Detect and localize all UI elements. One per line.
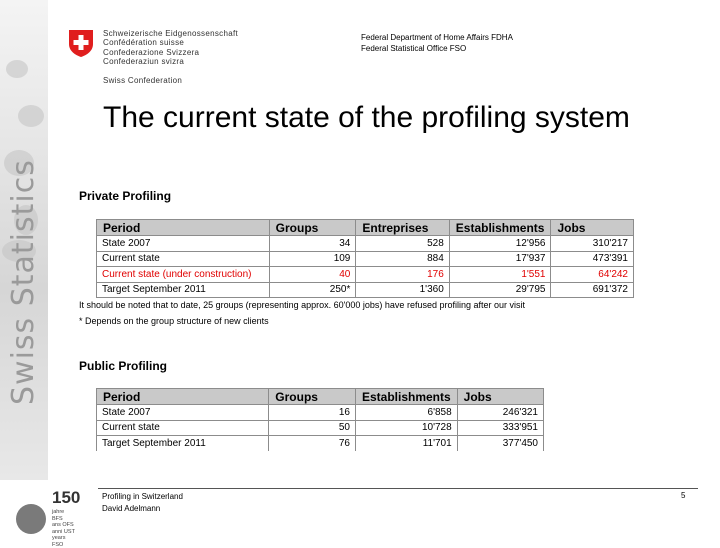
cell-entreprises: 176	[356, 267, 449, 283]
table-row	[97, 251, 634, 267]
cell-groups: 50	[269, 420, 356, 436]
cell-period: Current state (under construction)	[97, 267, 270, 283]
public-profiling-heading: Public Profiling	[79, 359, 168, 373]
cell-establishments: 29'795	[449, 282, 551, 298]
cell-establishments: 12'956	[449, 236, 551, 252]
column-header-period: Period	[97, 389, 269, 405]
cell-establishments: 10'728	[355, 420, 457, 436]
cell-groups: 16	[269, 405, 356, 421]
cell-period: Target September 2011	[97, 282, 270, 298]
cell-jobs: 64'242	[551, 267, 634, 283]
footer-author: David Adelmann	[102, 504, 161, 513]
column-header-jobs: Jobs	[551, 220, 634, 236]
fso-150-years-logo	[16, 488, 81, 548]
cell-establishments: 17'937	[449, 251, 551, 267]
cell-jobs: 310'217	[551, 236, 634, 252]
logo-disk-icon	[16, 504, 46, 534]
footer-presentation-title: Profiling in Switzerland	[102, 492, 183, 501]
logo-caption-line: jahre BFS	[52, 509, 65, 522]
decoration-blob	[18, 105, 44, 127]
logo-caption-line: anni UST	[52, 528, 75, 535]
page-number: 5	[681, 491, 686, 500]
cell-establishments: 11'701	[355, 436, 457, 452]
cell-jobs: 473'391	[551, 251, 634, 267]
private-profiling-table	[96, 219, 634, 298]
column-header-groups: Groups	[269, 389, 356, 405]
column-header-establishments: Establishments	[355, 389, 457, 405]
cell-groups: 40	[269, 267, 356, 283]
column-header-establishments: Establishments	[449, 220, 551, 236]
confederation-block	[103, 29, 238, 85]
footer-text	[102, 491, 183, 515]
cell-entreprises: 1'360	[356, 282, 449, 298]
table-row	[97, 405, 544, 421]
cell-groups: 109	[269, 251, 356, 267]
confederation-line-en: Swiss Confederation	[103, 75, 183, 85]
logo-caption-line: ans OFS	[52, 522, 74, 528]
table-row	[97, 420, 544, 436]
cell-period: Current state	[97, 251, 270, 267]
table-row	[97, 282, 634, 298]
confederation-line-de: Schweizerische Eidgenossenschaft	[103, 29, 239, 38]
decoration-blob	[6, 60, 28, 78]
cell-period: Target September 2011	[97, 436, 269, 452]
table-row	[97, 436, 544, 452]
cell-groups: 34	[269, 236, 356, 252]
private-profiling-heading: Private Profiling	[79, 189, 172, 203]
public-profiling-table	[96, 388, 544, 451]
confederation-line-rm: Confederaziun svizra	[103, 57, 185, 67]
logo-number: 150	[52, 488, 81, 507]
logo-caption-line: years FSO	[52, 535, 66, 548]
swiss-flag-shield-icon	[68, 29, 94, 58]
cell-groups: 76	[269, 436, 356, 452]
department-line: Federal Department of Home Affairs FDHA	[361, 33, 513, 42]
footnote: * Depends on the group structure of new clients	[79, 316, 269, 326]
table-header-row	[97, 220, 634, 236]
cell-period: State 2007	[97, 405, 269, 421]
table-row-highlighted	[97, 267, 634, 283]
refused-profiling-note: It should be noted that to date, 25 groups (representing approx. 60'000 jobs) have refused profiling after our visit	[79, 300, 525, 310]
cell-jobs: 246'321	[457, 405, 543, 421]
slide-title: The current state of the profiling system	[103, 101, 630, 134]
department-block	[361, 32, 513, 54]
table-header-row	[97, 389, 544, 405]
cell-entreprises: 528	[356, 236, 449, 252]
column-header-groups: Groups	[269, 220, 356, 236]
cell-jobs: 691'372	[551, 282, 634, 298]
logo-caption	[52, 509, 76, 548]
cell-groups: 250*	[269, 282, 356, 298]
office-line: Federal Statistical Office FSO	[361, 44, 467, 53]
cell-jobs: 333'951	[457, 420, 543, 436]
confederation-line-it: Confederazione Svizzera	[103, 47, 200, 57]
cell-period: State 2007	[97, 236, 270, 252]
confederation-line-fr: Confédération suisse	[103, 38, 185, 48]
column-header-period: Period	[97, 220, 270, 236]
cell-establishments: 6'858	[355, 405, 457, 421]
cell-establishments: 1'551	[449, 267, 551, 283]
cell-period: Current state	[97, 420, 269, 436]
cell-entreprises: 884	[356, 251, 449, 267]
column-header-jobs: Jobs	[457, 389, 543, 405]
column-header-entreprises: Entreprises	[356, 220, 449, 236]
swiss-statistics-vertical-label: Swiss Statistics	[6, 159, 41, 405]
table-row	[97, 236, 634, 252]
cell-jobs: 377'450	[457, 436, 543, 452]
footer-divider	[98, 488, 698, 489]
